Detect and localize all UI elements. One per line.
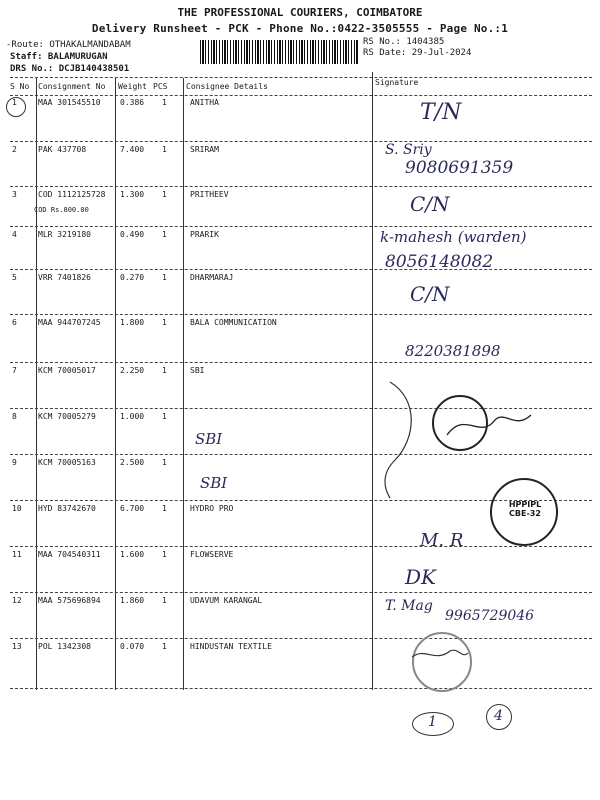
col-sno: S No: [10, 82, 30, 91]
row-pcs: 1: [162, 504, 167, 513]
row-sno: 8: [12, 412, 17, 421]
col-consignee: Consignee Details: [186, 82, 268, 91]
signature-row-12: T. Mag: [385, 598, 433, 614]
row-sno: 7: [12, 366, 17, 375]
signature-row-5: C/N: [410, 282, 450, 306]
row-pcs: 1: [162, 98, 167, 107]
signature-row-10: M. R: [420, 530, 464, 551]
row-consignment-no: HYD 83742670: [38, 504, 96, 513]
row-consignee: FLOWSERVE: [190, 550, 234, 559]
runsheet-title: Delivery Runsheet - PCK - Phone No.:0422-3505555 - Page No.:1: [91, 22, 509, 35]
bottom-circle-1-text: 1: [428, 714, 437, 730]
row-consignment-no: MAA 301545510: [38, 98, 101, 107]
row-number-circle: [6, 97, 26, 117]
col-signature: Signature: [375, 78, 419, 87]
signature-row-2-phone: 9080691359: [405, 158, 514, 178]
row-consignee: DHARMARAJ: [190, 273, 234, 282]
row-consignee: PRARIK: [190, 230, 219, 239]
row-sno: 6: [12, 318, 17, 327]
row-pcs: 1: [162, 366, 167, 375]
row-consignee: UDAVUM KARANGAL: [190, 596, 263, 605]
signature-row-11: DK: [405, 565, 436, 589]
row-consignment-no: KCM 70005017: [38, 366, 96, 375]
row-pcs: 1: [162, 145, 167, 154]
row-consignment-no: PAK 437708: [38, 145, 87, 154]
signature-row-2: S. Sriy: [385, 142, 432, 158]
table-header-rule: [10, 95, 592, 96]
col-pcs: PCS: [153, 82, 168, 91]
row-consignment-no: MAA 575696894: [38, 596, 101, 605]
row-divider: [10, 226, 592, 227]
row-consignee: SBI: [190, 366, 205, 375]
textile-stamp-scribble: [410, 645, 470, 665]
row-pcs: 1: [162, 190, 167, 199]
row-consignment-no: COD 1112125728: [38, 190, 106, 199]
staff-label: Staff: BALAMURUGAN: [10, 52, 108, 62]
row-consignment-no: MAA 944707245: [38, 318, 101, 327]
route-label: -Route: OTHAKALMANDABAM: [6, 40, 131, 50]
row-consignee: BALA COMMUNICATION: [190, 318, 277, 327]
col-weight: Weight: [118, 82, 147, 91]
row-pcs: 1: [162, 318, 167, 327]
row-pcs: 1: [162, 642, 167, 651]
signature-row-3: C/N: [410, 192, 450, 216]
row-weight: 1.800: [120, 318, 145, 327]
row-weight: 0.490: [120, 230, 145, 239]
row-pcs: 1: [162, 458, 167, 467]
row-weight: 0.386: [120, 98, 145, 107]
row-pcs: 1: [162, 230, 167, 239]
row-sno: 10: [12, 504, 22, 513]
row-sno: 9: [12, 458, 17, 467]
row-pcs: 1: [162, 596, 167, 605]
row-consignee: SRIRAM: [190, 145, 219, 154]
row-pcs: 1: [162, 550, 167, 559]
row-weight: 2.250: [120, 366, 145, 375]
row-sno: 5: [12, 273, 17, 282]
rs-date: RS Date: 29-Jul-2024: [363, 48, 472, 58]
row-sno: 12: [12, 596, 22, 605]
company-stamp-text: HPPIPL CBE-32: [508, 500, 542, 518]
bottom-circle-2-text: 4: [494, 708, 503, 724]
pen-mark: [360, 380, 420, 500]
row-weight: 0.070: [120, 642, 145, 651]
row-consignee: HYDRO PRO: [190, 504, 234, 513]
row-weight: 7.400: [120, 145, 145, 154]
table-top-rule: [10, 77, 592, 78]
row-pcs: 1: [162, 412, 167, 421]
row-weight: 2.500: [120, 458, 145, 467]
row-cod-amount: COD Rs.800.00: [34, 206, 89, 214]
drs-label: DRS No.: DCJB140438501: [10, 64, 130, 74]
row-divider: [10, 638, 592, 639]
handwritten-note-row-9: SBI: [200, 474, 228, 492]
row-divider: [10, 269, 592, 270]
row-weight: 1.600: [120, 550, 145, 559]
row-weight: 0.270: [120, 273, 145, 282]
row-consignment-no: VRR 7401826: [38, 273, 91, 282]
signature-row-1: T/N: [420, 100, 462, 125]
row-sno: 2: [12, 145, 17, 154]
col-divider: [183, 78, 184, 690]
row-sno: 11: [12, 550, 22, 559]
row-weight: 1.000: [120, 412, 145, 421]
handwritten-note-row-8: SBI: [195, 430, 223, 448]
company-title: THE PROFESSIONAL COURIERS, COIMBATORE: [177, 6, 423, 19]
row-sno: 1: [12, 98, 17, 107]
row-divider: [10, 186, 592, 187]
row-consignee: HINDUSTAN TEXTILE: [190, 642, 272, 651]
rs-number: RS No.: 1404385: [363, 37, 445, 47]
row-divider: [10, 314, 592, 315]
signature-row-4-phone: 8056148082: [385, 252, 494, 272]
row-consignee: PRITHEEV: [190, 190, 229, 199]
row-consignment-no: KCM 70005279: [38, 412, 96, 421]
row-weight: 6.700: [120, 504, 145, 513]
row-consignment-no: KCM 70005163: [38, 458, 96, 467]
signature-row-4: k-mahesh (warden): [380, 228, 527, 246]
col-divider: [115, 78, 116, 690]
row-divider: [10, 688, 592, 689]
signature-row-6: 8220381898: [405, 342, 501, 360]
row-weight: 1.300: [120, 190, 145, 199]
signature-row-12-phone: 9965729046: [445, 608, 535, 624]
row-divider: [10, 362, 592, 363]
row-divider: [10, 141, 592, 142]
row-sno: 4: [12, 230, 17, 239]
barcode: [200, 40, 358, 64]
row-divider: [10, 546, 592, 547]
row-divider: [10, 592, 592, 593]
row-divider: [10, 454, 592, 455]
row-consignment-no: POL 1342308: [38, 642, 91, 651]
row-weight: 1.860: [120, 596, 145, 605]
bank-stamp-scribble: [445, 405, 535, 445]
row-sno: 13: [12, 642, 22, 651]
col-divider: [36, 78, 37, 690]
row-pcs: 1: [162, 273, 167, 282]
row-sno: 3: [12, 190, 17, 199]
row-consignment-no: MLR 3219180: [38, 230, 91, 239]
row-consignment-no: MAA 704540311: [38, 550, 101, 559]
col-consignment: Consignment No: [38, 82, 106, 91]
row-consignee: ANITHA: [190, 98, 219, 107]
